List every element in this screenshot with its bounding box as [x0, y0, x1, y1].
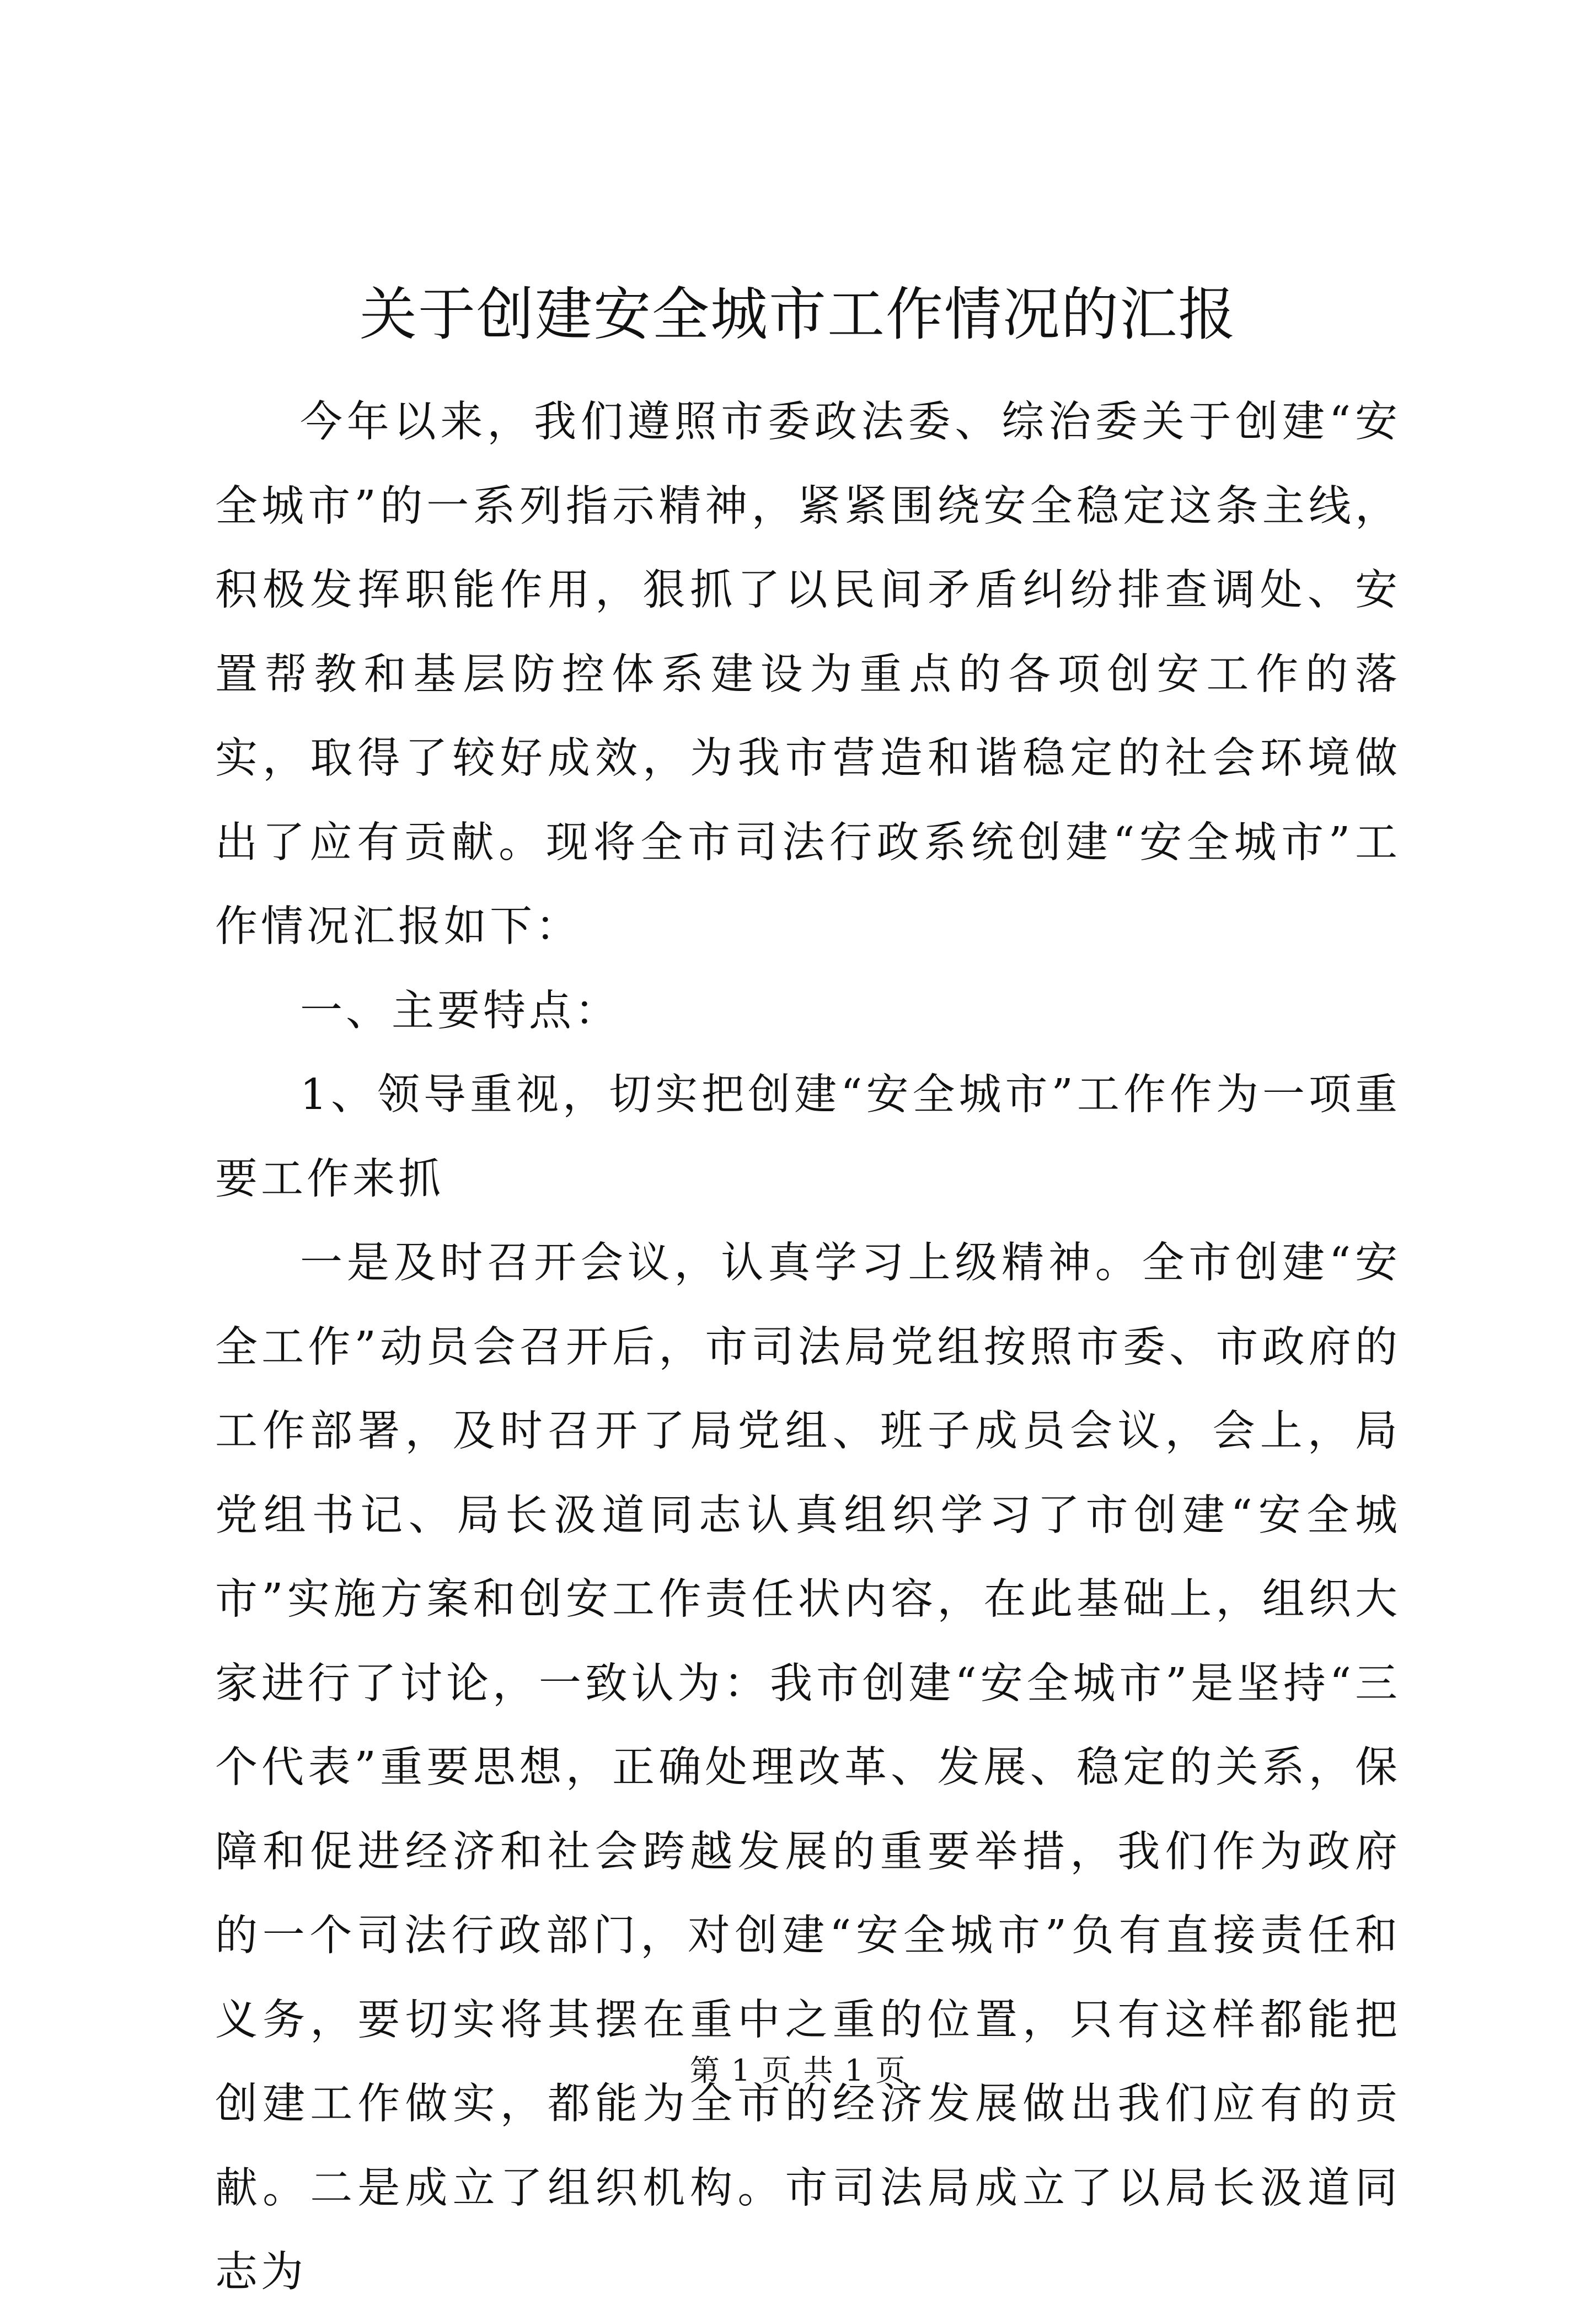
- section-heading-main-features: 一、主要特点：: [300, 986, 620, 1036]
- paragraph-intro: 今年以来，我们遵照市委政法委、综治委关于创建“安全城市”的一系列指示精神，紧紧围绕安全稳定这条主线，积极发挥职能作用，狠抓了以民间矛盾纠纷排查调处、安置帮教和基层防控体系建设为重点的各项创安工作的落实，取得了较好成效，为我市营造和谐稳定的社会环境做出了应有贡献。现将全市司法行政系统创建“安全城市”工作情况汇报如下：: [215, 398, 1401, 951]
- document-title: 关于创建安全城市工作情况的汇报: [359, 281, 1236, 348]
- subsection-heading-leadership: 1、领导重视，切实把创建“安全城市”工作作为一项重要工作来抓: [215, 1070, 1401, 1204]
- paragraph-meetings: 一是及时召开会议，认真学习上级精神。全市创建“安全工作”动员会召开后，市司法局党组按照市委、市政府的工作部署，及时召开了局党组、班子成员会议，会上，局党组书记、局长汲道同志认真组织学习了市创建“安全城市”实施方案和创安工作责任状内容，在此基础上，组织大家进行了讨论，一致认为：我市创建“安全城市”是坚持“三个代表”重要思想，正确处理改革、发展、稳定的关系，保障和促进经济和社会跨越发展的重要举措，我们作为政府的一个司法行政部门，对创建“安全城市”负有直接责任和义务，要切实将其摆在重中之重的位置，只有这样都能把创建工作做实，都能为全市的经济发展做出我们应有的贡献。二是成立了组织机构。市司法局成立了以局长汲道同志为: [215, 1239, 1401, 2297]
- document-body: [215, 381, 1401, 2315]
- page-footer: 第 1 页 共 1 页: [689, 2053, 907, 2088]
